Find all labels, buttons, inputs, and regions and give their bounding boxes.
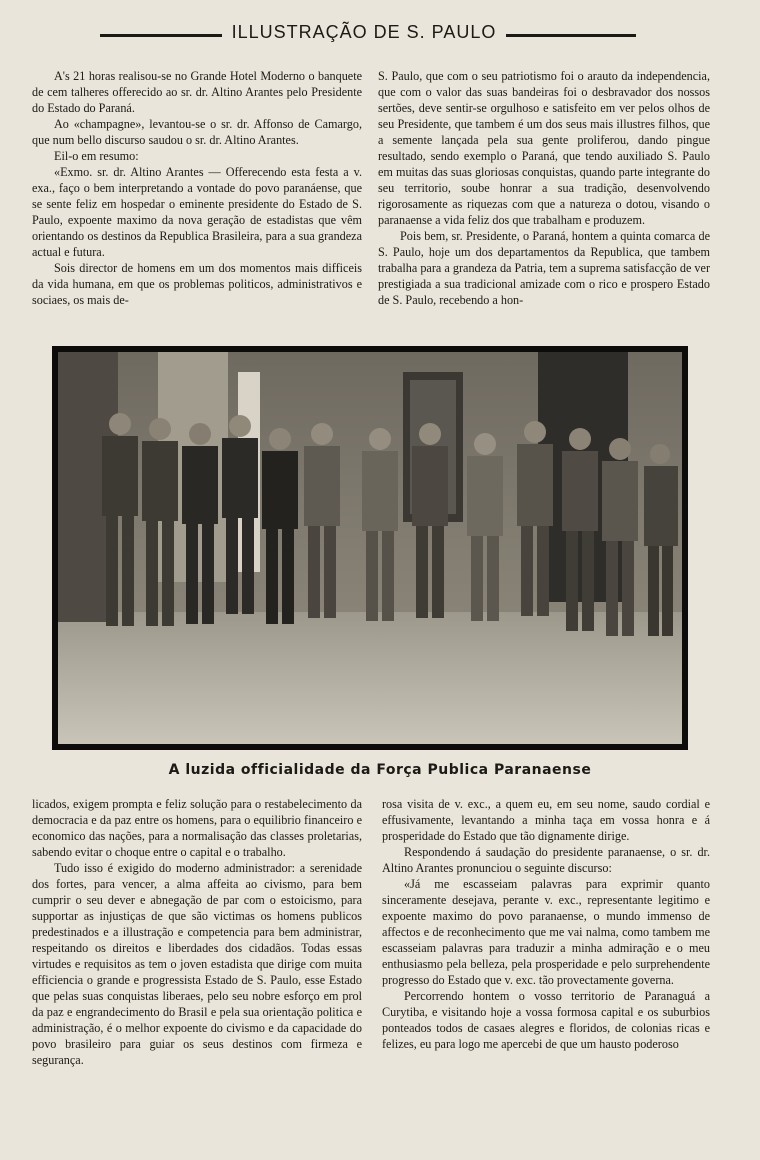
paragraph: «Já me escasseiam palavras para exprimir quanto sinceramente desejava, perante v. exc., representante legitimo e expoente maximo do povo paranaense, o mundo immenso de affectos e de reconhecimento que me vai nalma, como tambem me escasseiam palavras para traduzir a minha admiração e o meu enthusiasmo pela belleza, pela prosperidade e pelo surprehendente progresso do Estado que v. exc. tão provectamente governa.	[382, 877, 710, 987]
text-column-1	[32, 68, 362, 308]
paragraph: S. Paulo, que com o seu patriotismo foi o arauto da independencia, que com o valor das suas bandeiras foi o desbravador dos nossos sertões, deve sentir-se orgulhoso e satisfeito em ver pelos olhos de seu Presidente, que tambem é um dos seus mais illustres filhos, que a semente lançada pela sua gente proliferou, dando pingue resultado, sendo exemplo o Paraná, que tendo auxiliado S. Paulo em muitas das suas gloriosas conquistas, quando parte integrante do seu territorio, soube honrar a sua tradição, desenvolvendo rigorosamente as riquezas com que a natureza o dotou, visando o paranaense a vida feliz dos que trabalham e produzem.	[378, 69, 710, 227]
header-rule-right	[506, 34, 636, 37]
paragraph: Respondendo á saudação do presidente paranaense, o sr. dr. Altino Arantes pronunciou o seguinte discurso:	[382, 845, 710, 875]
text-column-4	[382, 796, 710, 1052]
paragraph: Percorrendo hontem o vosso territorio de Paranaguá a Curytiba, e visitando hoje a vossa formosa capital e os suburbios ponteados todos de casaes alegres e floridos, de colonias ricas e felizes, eu para logo me apercebi de que um hausto poderoso	[382, 989, 710, 1051]
paragraph: Sois director de homens em um dos momentos mais difficeis da vida humana, em que os problemas politicos, administrativos e sociaes, os mais de-	[32, 261, 362, 307]
paragraph: rosa visita de v. exc., a quem eu, em seu nome, saudo cordial e effusivamente, levantando a minha taça em vossa honra e á prosperidade do Estado que tão dignamente dirige.	[382, 797, 710, 843]
paragraph: Tudo isso é exigido do moderno administrador: a serenidade dos fortes, para vencer, a alma affeita ao civismo, para bem cumprir o seu dever e abnegação de par com o estoicismo, para supportar as injustiças de que são victimas os homens publicos predestinados e a illustração e competencia para bem administrar, respeitando os direitos e liberdades dos cidadãos. Todas essas virtudes e requisitos as tem o joven estadista que dirige com muita efficiencia o grande e progressista Estado de S. Paulo, esse Estado que pelas suas conquistas liberaes, pelo seu nobre esforço em prol da paz e engrandecimento do Brasil e pela sua orientação politica e administração, é o melhor expoente do civismo e da capacidade do povo brasileiro para guiar os seus destinos com firmeza e segurança.	[32, 861, 362, 1067]
text-column-3	[32, 796, 362, 1068]
paragraph: A's 21 horas realisou-se no Grande Hotel Moderno o banquete de cem talheres offerecido ao sr. dr. Altino Arantes pelo Presidente do Estado do Paraná.	[32, 69, 362, 115]
magazine-title: ILLUSTRAÇÃO DE S. PAULO	[231, 22, 497, 42]
page-header	[0, 20, 760, 48]
photo-caption: A luzida officialidade da Força Publica Paranaense	[168, 762, 592, 778]
text-column-2	[378, 68, 710, 308]
paragraph: Pois bem, sr. Presidente, o Paraná, hontem a quinta comarca de S. Paulo, hoje um dos departamentos da Republica, que tambem trabalha para a grandeza da Patria, tem a suprema satisfacção de ver prestigiada a sua tradicional amizade com o rico e prospero Estado de S. Paulo, recebendo a hon-	[378, 229, 710, 307]
paragraph: licados, exigem prompta e feliz solução para o restabelecimento da democracia e da paz entre os homens, para o equilibrio financeiro e economico das nações, para a normalisação das classes proletarias, sabendo evitar o choque entre o capital e o trabalho.	[32, 797, 362, 859]
paragraph: «Exmo. sr. dr. Altino Arantes — Offerecendo esta festa a v. exa., faço o bem interpretando a vontade do povo paranáense, que se sente feliz em hospedar o eminente presidente do Estado de S. Paulo, expoente maximo da nova geração de estadistas que vêm orientando os destinos da Republica Brasileira, para a sua grandeza actual e futura.	[32, 165, 362, 259]
paragraph: Ao «champagne», levantou-se o sr. dr. Affonso de Camargo, que num bello discurso saudou o sr. dr. Altino Arantes.	[32, 117, 362, 147]
photo-illustration	[58, 352, 682, 744]
paragraph: Eil-o em resumo:	[54, 149, 139, 163]
header-rule-left	[100, 34, 222, 37]
group-photograph	[52, 346, 688, 750]
